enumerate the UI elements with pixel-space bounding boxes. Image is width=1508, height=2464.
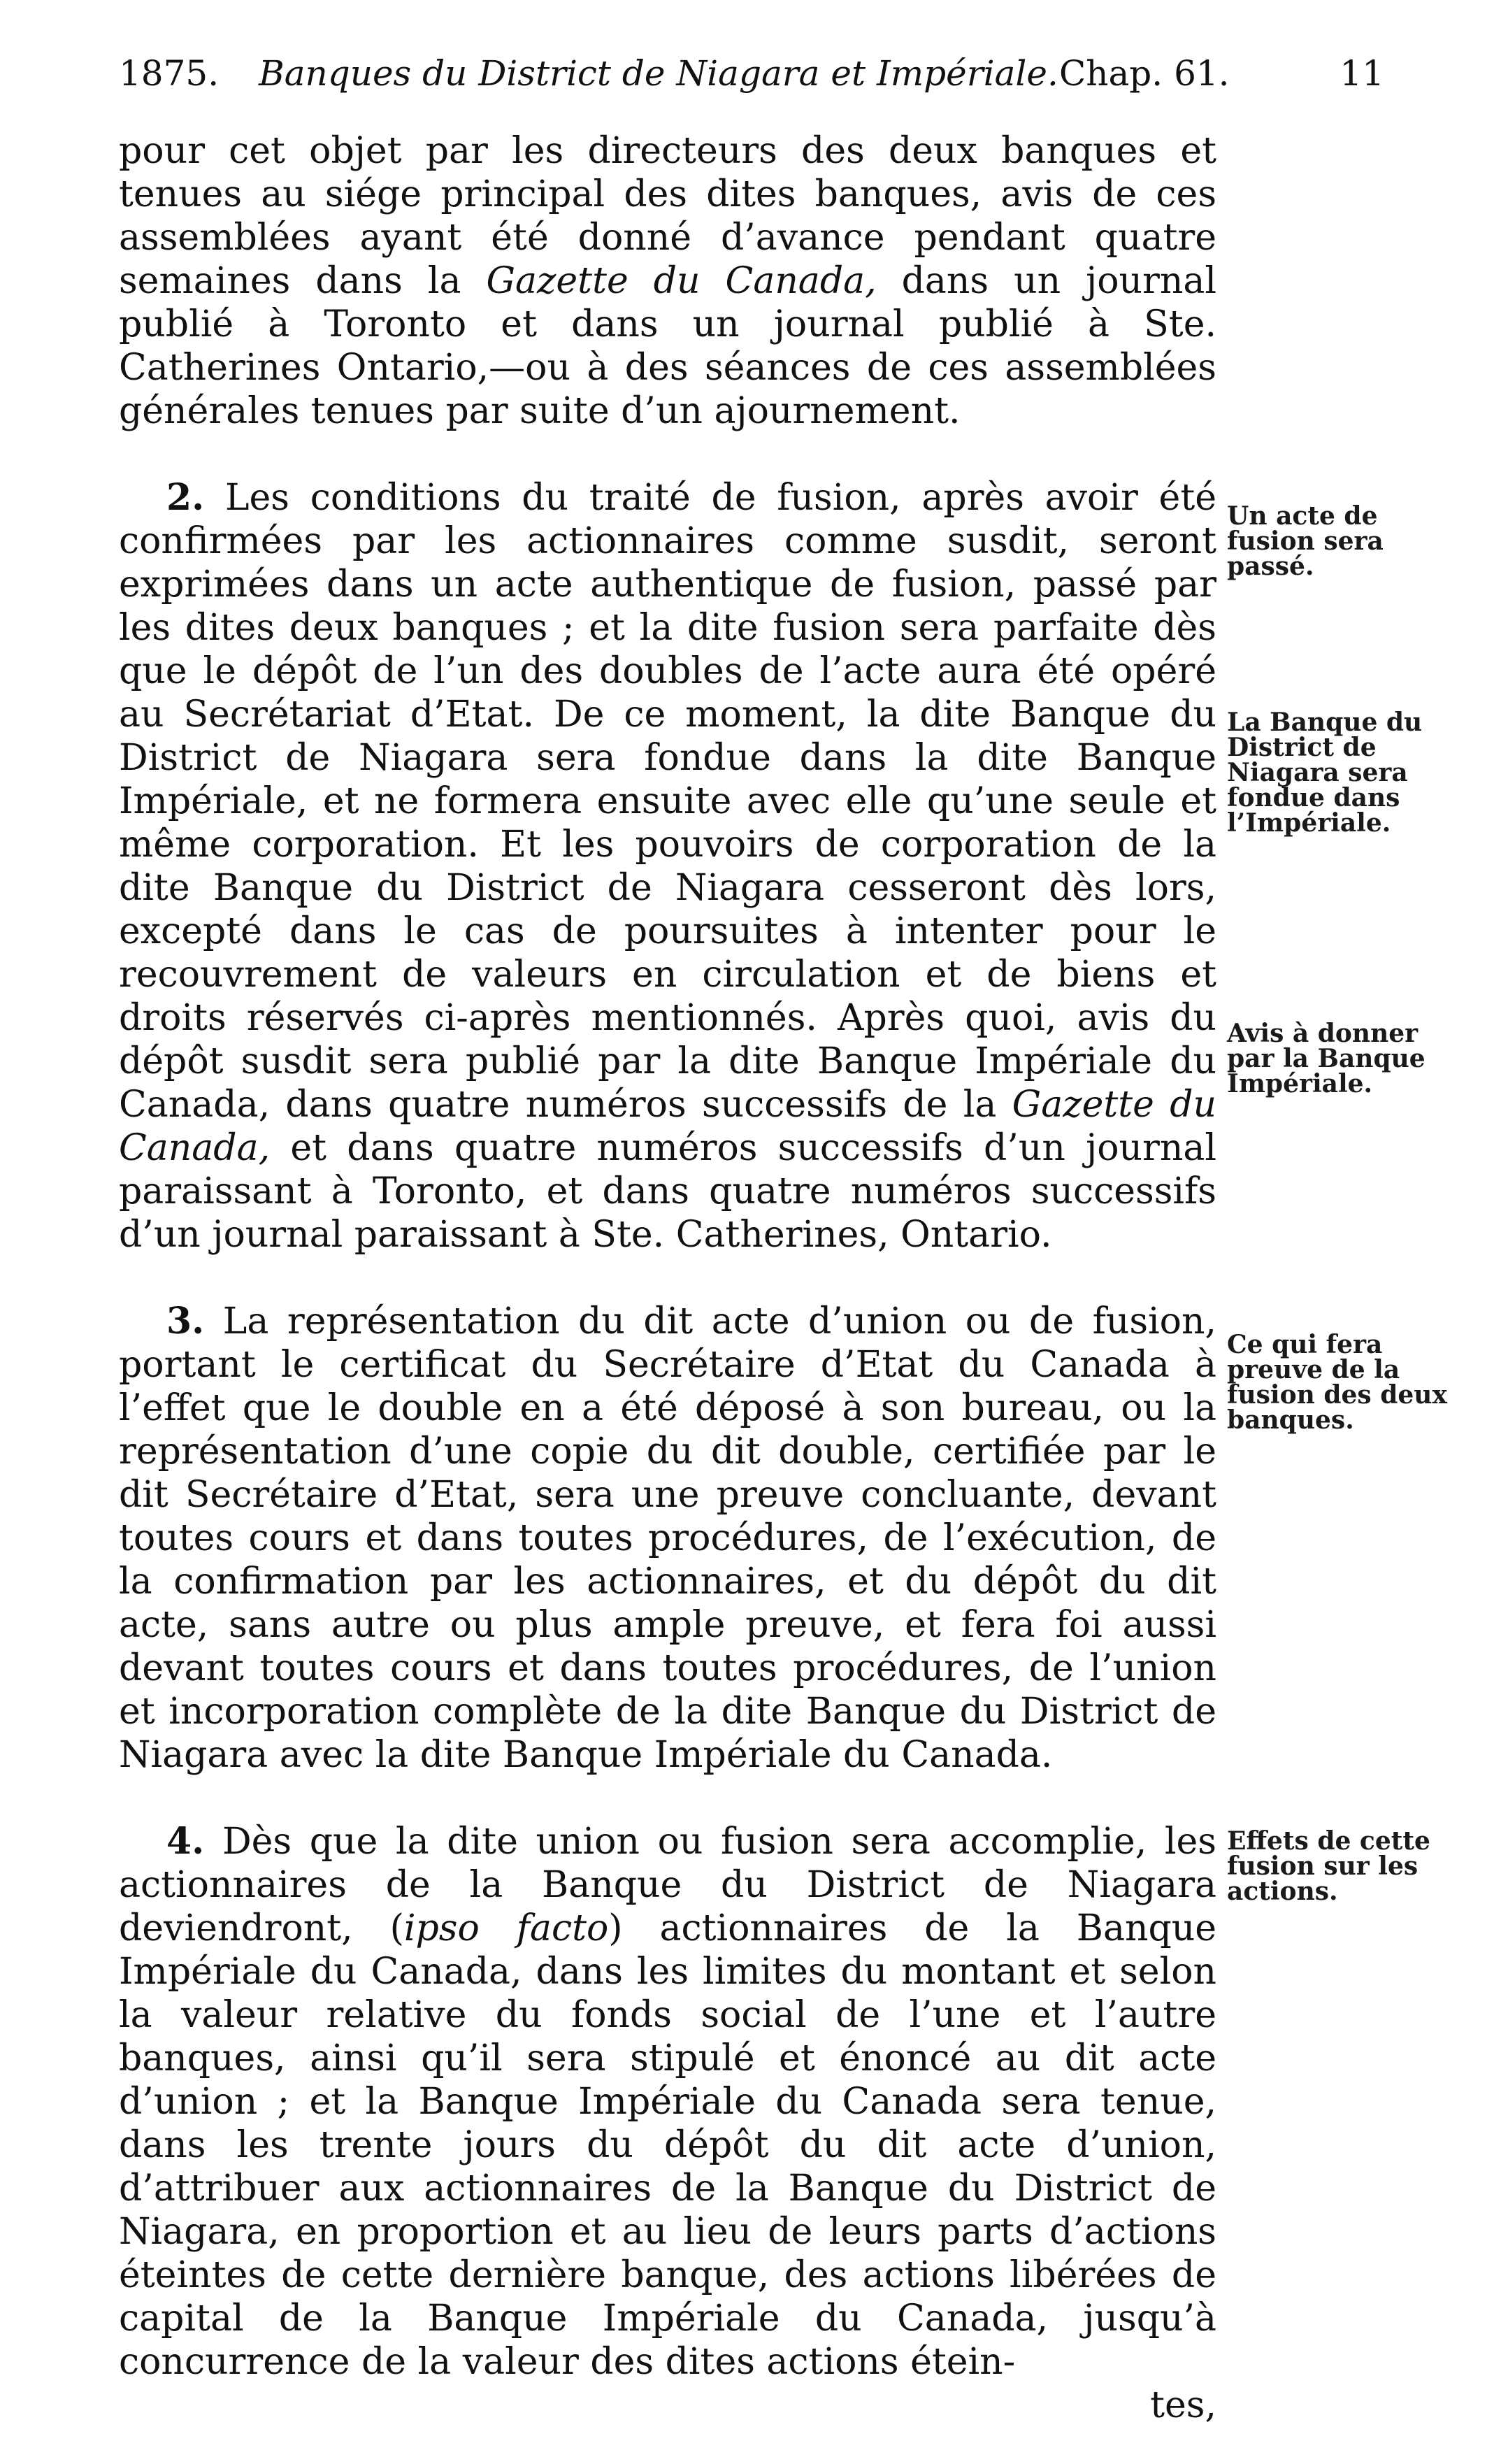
header-year: 1875. [119,53,220,94]
section-spacer [119,1256,1216,1300]
paragraph-text: Les conditions du traité de fusion, après avoir été confirmées par les actionnaires comme susdit, seront exprimées dans un acte authentique de fusion, passé par les dites deux banques ; et la dite fusion sera parfaite dès que le dépôt de l’un des doubles de l’acte aura été opéré au Secrétariat d’Etat. De ce moment, la dite Banque du District de Niagara sera fondue dans la dite Banque Impériale, et ne formera ensuite avec elle qu’une seule et même corporation. Et les pouvoirs de corporation de la dite Banque du District de Niagara cesseront dès lors, excepté dans le cas de poursuites à intenter pour le recouvrement de valeurs en circulation et de biens et droits réservés ci-après mentionnés. Après quoi, avis du dépôt susdit sera publié par la dite Banque Impériale du Canada, dans quatre numéros successifs de la [119,477,1216,1126]
section-spacer [119,1777,1216,1820]
header-title: Banques du District de Niagara et Impériale. [259,53,1058,94]
section-3 [119,1300,1216,1777]
section-number: 2. [166,476,205,519]
paragraph-text: dans un journal publié à Toronto et dans un journal publié à Ste. Catherines Ontario,—ou à des séances de ces assemblées générales tenues par suite d’un ajournement. [119,260,1216,432]
section-number: 4. [166,1820,205,1863]
margin-note-acte-fusion: Un acte de fusion sera passé. [1227,501,1384,581]
margin-note-banque-fondue: La Banque du District de Niagara sera fondue dans l’Impériale. [1227,708,1423,838]
main-text-column [119,129,1216,2427]
paragraph-text: pour cet objet par les directeurs des deux banques et tenues au siége principal des dites banques, avis de ces assemblées ayant été donné d’avance pendant quatre semaines dans la [119,130,1216,302]
margin-note-preuve: Ce qui fera preuve de la fusion des deux banques. [1227,1330,1447,1435]
section-spacer [119,433,1216,476]
paragraph-text: La représentation du dit acte d’union ou de fusion, portant le certificat du Secrétaire d’Etat du Canada à l’effet que le double en a été déposé à son bureau, ou la représentation d’une copie du dit double, certifiée par le dit Secrétaire d’Etat, sera une preuve concluante, devant toutes cours et dans toutes procédures, de l’exécution, de la confirmation par les actionnaires, et du dépôt du dit acte, sans autre ou plus ample preuve, et fera foi aussi devant toutes cours et dans toutes procédures, de l’union et incorporation complète de la dite Banque du District de Niagara avec la dite Banque Impériale du Canada. [119,1301,1216,1776]
catchword: tes, [1150,2384,1216,2426]
paragraph-text: ) actionnaires de la Banque Impériale du Canada, dans les limites du montant et selon la valeur relative du fonds social de l’une et l’autre banques, ainsi qu’il sera stipulé et énoncé au dit acte d’union ; et la Banque Impériale du Canada sera tenue, dans les trente jours du dépôt du dit acte d’union, d’attribuer aux actionnaires de la Banque du District de Niagara, en proportion et au lieu de leurs parts d’actions éteintes de cette dernière banque, des actions libérées de capital de la Banque Impériale du Canada, jusqu’à concurrence de la valeur des dites actions étein- [119,1907,1217,2383]
section-number: 3. [166,1300,205,1342]
margin-note-effets: Effets de cette fusion sur les actions. [1227,1826,1430,1906]
italic-citation: Gazette du Canada, [486,260,877,302]
page-number: 11 [1340,53,1384,94]
section-2 [119,476,1216,1256]
italic-citation: ipso facto [403,1907,609,1949]
paragraph-text: et dans quatre numéros successifs d’un journal paraissant à Toronto, et dans quatre numéros successifs d’un journal paraissant à Ste. Catherines, Ontario. [119,1127,1216,1256]
margin-note-avis: Avis à donner par la Banque Impériale. [1227,1019,1426,1098]
running-header [119,49,1412,98]
paragraph-text: Dès que la dite union ou fusion sera accomplie, les actionnaires de la Banque du District de Niagara deviendront, ( [119,1821,1216,1949]
paragraph-continued [119,129,1216,433]
header-chapter: Chap. 61. [1059,53,1230,94]
section-4 [119,1820,1216,2384]
italic-citation: Gazette du Canada, [119,1084,1217,1169]
